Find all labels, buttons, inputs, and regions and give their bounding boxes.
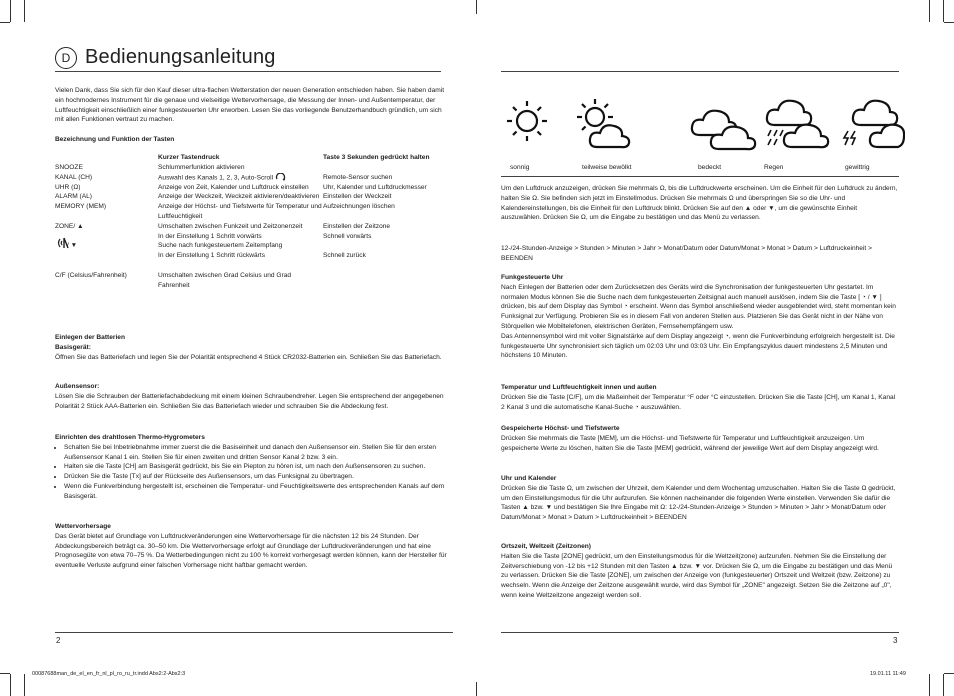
basis-heading: Basisgerät: <box>55 343 91 351</box>
weather-label-sunny: sonnig <box>510 164 530 171</box>
table-row: In der Einstellung 1 Schritt vorwärts Schnell vorwärts <box>55 232 473 242</box>
section-letter: D <box>55 47 77 69</box>
col-long-header: Taste 3 Sekunden gedrückt halten <box>323 154 430 161</box>
forecast-heading: Wettervorhersage <box>55 523 111 530</box>
footer-file: 00087688man_de_el_en_fr_nl_pl_ro_ru_tr.indd Abs2:2-Abs2:3 <box>32 671 186 677</box>
sensor-heading: Außensensor: <box>55 383 100 390</box>
page-number: 3 <box>893 636 898 645</box>
keys-heading: Bezeichnung und Funktion der Tasten <box>55 136 175 143</box>
table-row: ALARM (AL) Anzeige der Weckzeit, Weckzeit aktivieren/deaktivieren Einstellen der Weckzeit <box>55 193 392 201</box>
hygro-heading: Einrichten des drahtlosen Thermo-Hygrometers <box>55 434 205 441</box>
bottom-rule <box>501 632 899 633</box>
weather-rule <box>501 176 899 177</box>
weather-label-cloudy: bedeckt <box>698 164 722 171</box>
thunderstorm-icon <box>844 101 904 147</box>
mem-text: Drücken Sie mehrmals die Taste [MEM], um die Höchst- und Tiefstwerte für Temperatur und Luftfeuchtigkeit anzuzeigen. Um gespeicherte Werte zu löschen, halten Sie die Taste [MEM] gedrückt, während der jeweilige Wert auf dem Display angezeigt wird. <box>501 434 879 452</box>
table-row: / ▼ Suche nach funkgesteuertem Zeitempfang <box>67 242 283 250</box>
weather-label-rain: Regen <box>764 164 784 171</box>
sensor-text: Lösen Sie die Schrauben der Batteriefachabdeckung mit einem kleinen Schraubendreher. Legen Sie entsprechend der angegebenen Polarität 2 Stück AAA-Batterien ein. Schließen Sie das Batteriefach wieder und schrauben Sie die Abdeckung fest. <box>55 392 444 410</box>
radio-text: Nach Einlegen der Batterien oder dem Zurücksetzen des Geräts wird die Synchronisation der funkgesteuerten Uhr gestartet. Im normalen Modus können Sie die Suche nach dem funkgesteuerten Zeitsignal auch manuell auslösen, indem Sie die Taste [ ◔ / ▼ ] drücken, bis auf dem Display das Symbol ◔ erscheint. Wenn das Symbol anschließend wieder ausgeblendet wird, steht momentan kein Funksignal zur Verfügung. Probieren Sie es in diesem Fall von anderen Stellen aus. Platzieren Sie das Gerät nicht in der Nähe von Störquellen wie Mobiltelefonen, elektrischen Geräten, Fernsehempfängern usw. <box>501 283 896 330</box>
weather-label-partly-cloudy: teilweise bewölkt <box>582 164 632 171</box>
table-row: In der Einstellung 1 Schritt rückwärts Schnell zurück <box>158 252 366 260</box>
table-row: MEMORY (MEM) Anzeige der Höchst- und Tiefstwerte für Temperatur und Luftfeuchtigkeit Aufzeichnungen löschen <box>55 203 395 221</box>
list-item: • Halten sie die Taste [CH] am Basisgerät gedrückt, bis Sie ein Piepton zu hören ist, um nach den Außensensoren zu suchen. <box>64 462 447 472</box>
forecast-text: Das Gerät bietet auf Grundlage von Luftdruckveränderungen eine Wettervorhersage für die nächsten 12 bis 24 Stunden. Der Abdeckungsbereich beträgt ca. 30–50 km. Die Wettervorhersage erfolgt auf Grundlage der Luftdruckveränderungen und hat eine Prognosegüte von etwa 70–75 %. Da Wetterbedingungen nicht zu 100 % korrekt vorhergesagt werden können, kann der Hersteller für eventuelle Verluste aufgrund einer falschen Vorhersage nicht haftbar gemacht werden. <box>55 532 447 570</box>
weather-icons <box>505 95 905 155</box>
intro-text: Vielen Dank, dass Sie sich für den Kauf dieser ultra-flachen Wetterstation der neuen Generation entschieden haben. Sie haben damit ein hochmodernes Instrument für die genaue und vielseitige Wettervorhersage, die Messung der Innen- und Außentemperatur, der Luftfeuchtigkeit einschließlich einer funkgesteuerten Uhr erworben. Lesen Sie das vorliegende Benutzerhandbuch gründlich, um sich mit allen Funktionen vertraut zu machen. <box>55 87 445 124</box>
list-item: • Drücken Sie die Taste [Tx] auf der Rückseite des Außensensors, um das Funksignal zu übertragen. <box>64 472 447 482</box>
zone-heading: Ortszeit, Weltzeit (Zeitzonen) <box>501 543 591 550</box>
rain-icon <box>767 101 828 147</box>
zone-text: Halten Sie die Taste [ZONE] gedrückt, um den Einstellungsmodus für die Weltzeit(zone) aufzurufen. Nehmen Sie die Einstellung der Zeitverschiebung von -12 bis +12 Stunden mit den Tasten ▲ bzw. ▼ vor. Drücken Sie Ω, um die Eingabe zu bestätigen und das Menü zu verlassen. Drücken Sie die Taste [ZONE], um zwischen der Anzeige von (funkgesteuerter) Ortszeit und Weltzeit (bzw. Zeitzone) zu wechseln. Wenn die Anzeige der Zeitzone ausgewählt wurde, wird das Symbol für „ZONE" angezeigt. Setzen Sie die Zeitzone auf „0", wenn keine Weltzeitzone angezeigt werden soll. <box>501 552 893 599</box>
title-text: Bedienungsanleitung <box>85 46 276 68</box>
table-row: UHR (Ω) Anzeige von Zeit, Kalender und Luftdruck einstellen Uhr, Kalender und Luftdruckmesser <box>55 183 427 191</box>
col-short-header: Kurzer Tastendruck <box>158 154 220 161</box>
footer-date: 19.01.11 11:49 <box>870 671 906 677</box>
batteries-heading: Einlegen der Batterien <box>55 334 125 341</box>
sequence-text: 12-/24-Stunden-Anzeige > Stunden > Minuten > Jahr > Monat/Datum oder Datum/Monat > Monat > Datum > Luftdruckeinheit > BEENDEN <box>501 245 872 262</box>
list-item: • Schalten Sie bei Inbetriebnahme immer zuerst die die Basiseinheit und danach den Außensensor ein. Stellen Sie für den ersten Außensensor Kanal 1 ein. Stellen Sie für einen zweiten und dritten Sensor Kanal 2 bzw. 3 ein. <box>64 443 447 463</box>
mem-heading: Gespeicherte Höchst- und Tiefstwerte <box>501 425 620 432</box>
clock-heading: Uhr und Kalender <box>501 475 557 482</box>
page-number: 2 <box>56 636 61 645</box>
clock-text: Drücken Sie die Taste Ω, um zwischen der Uhrzeit, dem Kalender und dem Wochentag umzuschalten. Halten Sie die Taste Ω gedrückt, um den Einstellungsmodus für die Uhr aufzurufen. Sie können nacheinander die folgenden Werte einstellen. Verwenden Sie dafür die Tasten ▲ bzw. ▼ und bestätigen Sie Ihre Eingabe mit Ω: 12-/24-Stunden-Anzeige > Stunden > Minuten > Jahr > Monat/Datum oder Datum/Monat > Monat > Datum > Luftdruckeinheit > BEENDEN <box>501 484 896 522</box>
weather-label-storm: gewittrig <box>845 164 870 171</box>
temp-heading: Temperatur und Luftfeuchtigkeit innen und außen <box>501 384 657 391</box>
list-item: • Wenn die Funkverbindung hergestellt ist, erscheinen die Temperatur- und Feuchtigkeitswerte des entsprechenden Kanals auf dem Basisgerät. <box>64 482 447 502</box>
pressure-text: Um den Luftdruck anzuzeigen, drücken Sie mehrmals Ω, bis die Luftdruckwerte erscheinen. Um die Einheit für den Luftdruck zu ändern, halten Sie Ω. Sie befinden sich jetzt im Einstellmodus. Drücken Sie mehrmals Ω und überspringen Sie so die Uhr- und Kalendereinstellungen, bis die Einheit für den Luftdruck blinkt. Drücken Sie auf den ▲ oder ▼, um die gewünschte Einheit auszuwählen. Drücken Sie Ω, um die Eingabe zu bestätigen und das Menü zu verlassen. <box>501 185 898 222</box>
table-row: ZONE/ ▲ Umschalten zwischen Funkzeit und Zeitzonenzeit Einstellen der Zeitzone <box>55 222 391 230</box>
top-rule <box>501 71 899 72</box>
temp-text: Drücken Sie die Taste [C/F], um die Maßeinheit der Temperatur °F oder °C einzustellen. Drücken Sie die Taste [CH], um Kanal 1, Kanal 2 Kanal 3 und die automatische Kanal-Suche ◔ auszuwählen. <box>501 393 896 411</box>
zone-section <box>501 542 899 601</box>
antenna-text: Das Antennensymbol wird mit voller Signalstärke auf dem Display angezeigt ◔, wenn die Funkverbindung erfolgreich hergestellt ist. Die funkgesteuerte Uhr synchronisiert sich täglich um 02:03 Uhr und 03:03 Uhr. Ein Empfangszyklus dauert mindestens 2,5 Minuten und höchstens 10 Minuten. <box>501 332 895 360</box>
temp-section <box>501 383 899 412</box>
cloudy-icon <box>692 111 755 149</box>
partly-cloudy-icon <box>577 99 629 147</box>
basis-text: Öffnen Sie das Batteriefach und legen Sie der Polarität entsprechend 4 Stück CR2032-Batterien ein. Schließen Sie das Batteriefach. <box>55 353 442 361</box>
table-row: KANAL (CH) Auswahl des Kanals 1, 2, 3, Auto-Scroll Remote-Sensor suchen <box>55 173 393 181</box>
clock-section <box>501 474 899 523</box>
mem-section <box>501 424 899 453</box>
table-row: C/F (Celsius/Fahrenheit) Umschalten zwischen Grad Celsius und Grad Fahrenheit <box>55 272 292 289</box>
sunny-icon <box>507 101 547 141</box>
radio-heading: Funkgesteuerte Uhr <box>501 274 564 281</box>
radio-section <box>501 273 899 361</box>
table-row: SNOOZE Schlummerfunktion aktivieren <box>55 163 245 171</box>
